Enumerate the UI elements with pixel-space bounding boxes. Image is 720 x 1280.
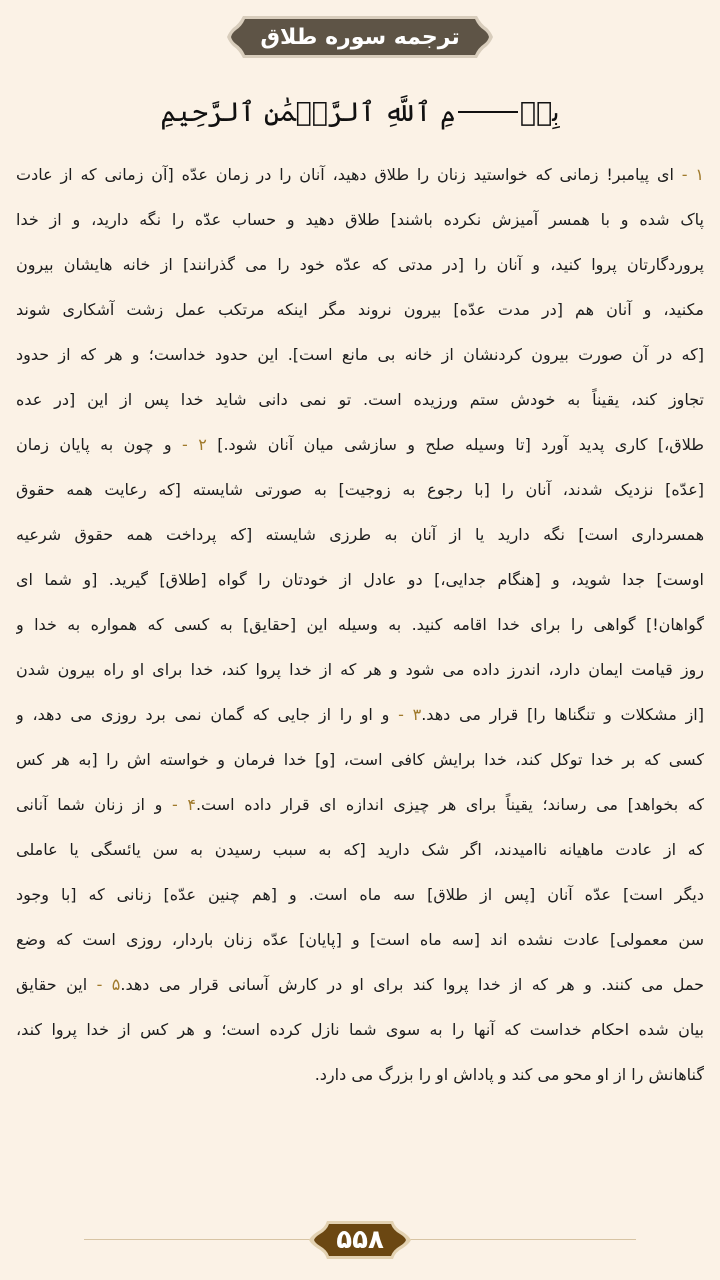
text-line bbox=[16, 152, 704, 197]
text-line bbox=[16, 242, 704, 287]
line-text: و او را از جایی که گمان نمی برد روزی می دهد، و bbox=[16, 705, 390, 724]
line-text: پروردگارتان پروا کنید، و آنان را [در مدتی که عدّه خود را می گذرانند] از خانه هایشان بیرون bbox=[16, 255, 704, 274]
footer-rule-left bbox=[84, 1239, 310, 1240]
text-line bbox=[16, 647, 704, 692]
page-footer bbox=[0, 1218, 720, 1262]
line-text: ای پیامبر! زمانی که خواستید زنان را طلاق دهید، آنان را در زمان عدّه [آن زمانی که از عادت bbox=[16, 165, 674, 184]
line-text: همسرداری است] نگه دارید یا از آنان به طرزی شایسته [که پرداخت همه حقوق شرعیه bbox=[16, 525, 704, 544]
bismillah-calligraphy bbox=[160, 84, 560, 140]
text-line bbox=[16, 287, 704, 332]
line-text: مکنید، و آنان هم [در مدت عدّه] بیرون نروند مگر اینکه مرتکب عمل زشت آشکاری شوند bbox=[16, 300, 704, 319]
line-text: روز قیامت ایمان دارد، اندرز داده می شود و هر که از خدا پروا کند، خدا برای او راه بیرون شدن bbox=[16, 660, 704, 679]
line-text: [عدّه] نزدیک شدند، آنان را [با رجوع به زوجیت] به صورتی شایسته [که رعایت همه حقوق bbox=[16, 480, 704, 499]
text-line bbox=[16, 557, 704, 602]
translation-text bbox=[16, 152, 704, 1097]
page-number-badge bbox=[307, 1218, 413, 1262]
line-text-segment: که بخواهد] می رساند؛ یقیناً برای هر چیزی اندازه ای قرار داده است. bbox=[195, 795, 704, 814]
line-text: و چون به پایان زمان bbox=[16, 435, 172, 454]
page-number: ۵۵۸ bbox=[336, 1225, 384, 1255]
header bbox=[0, 14, 720, 64]
text-line bbox=[16, 827, 704, 872]
text-line bbox=[16, 962, 704, 1007]
text-line bbox=[16, 737, 704, 782]
text-line bbox=[16, 377, 704, 422]
text-line bbox=[16, 602, 704, 647]
text-line bbox=[16, 332, 704, 377]
line-text-segment: حمل می کنند. و هر که از خدا پروا کند برای او در کارش آسانی قرار می دهد. bbox=[120, 975, 704, 994]
line-text: بیان شده احکام خداست که آنها را به سوی شما نازل کرده است؛ و هر کس از خدا پروا کند، bbox=[16, 1020, 704, 1039]
kashida-stroke bbox=[458, 111, 518, 113]
verse-number: ۳ - bbox=[389, 705, 422, 724]
line-text: پاک شده و با همسر آمیزش نکرده باشند] طلاق دهید و حساب عدّه را نگه دارید، و از خدا bbox=[16, 210, 704, 229]
text-line bbox=[16, 1007, 704, 1052]
line-text: تجاوز کند، یقیناً به خودش ستم ورزیده است. تو نمی دانی شاید خدا پس از این [در عده bbox=[16, 390, 704, 409]
line-text: [که در آن صورت بیرون کردنشان از خانه بی مانع است]. این حدود خداست؛ و هر که از حدود bbox=[16, 345, 704, 364]
line-text: این حقایق bbox=[16, 975, 88, 994]
text-line bbox=[16, 422, 704, 467]
bismillah-part-1: بِسۡ bbox=[519, 96, 560, 128]
line-text: گناهانش را از او محو می کند و پاداش او را بزرگ می دارد. bbox=[314, 1065, 704, 1084]
line-text: سن معمولی] عادت نشده اند [سه ماه است] و [پایان] عدّه زنان باردار، روزی است که وضع bbox=[16, 930, 704, 949]
verse-number: ۲ - bbox=[171, 435, 207, 454]
text-line bbox=[16, 512, 704, 557]
footer-rule-right bbox=[410, 1239, 636, 1240]
line-text: کسی که بر خدا توکل کند، خدا برایش کافی است، [و] خدا فرمان و خواسته اش را [به هر کس bbox=[16, 750, 704, 769]
surah-title-badge bbox=[225, 14, 495, 60]
text-line bbox=[16, 782, 704, 827]
page-title: ترجمه سوره طلاق bbox=[260, 24, 460, 50]
text-line bbox=[16, 197, 704, 242]
verse-number: ۱ - bbox=[673, 165, 704, 184]
line-text: و از زنان شما آنانی bbox=[16, 795, 163, 814]
text-line bbox=[16, 467, 704, 512]
line-text-segment: [از مشکلات و تنگناها را] قرار می دهد. bbox=[421, 705, 704, 724]
text-line bbox=[16, 917, 704, 962]
text-line bbox=[16, 872, 704, 917]
verse-number: ۵ - bbox=[87, 975, 121, 994]
line-text-segment: طلاق،] کاری پدید آورد [تا وسیله صلح و سازشی میان آنان شود.] bbox=[206, 435, 704, 454]
line-text: اوست] جدا شوید، و [هنگام جدایی،] دو عادل از خودتان را گواه [طلاق] گیرید. [و شما ای bbox=[16, 570, 704, 589]
text-line bbox=[16, 1052, 704, 1097]
text-line bbox=[16, 692, 704, 737]
line-text: دیگر است] عدّه آنان [پس از طلاق] سه ماه است. و [هم چنین عدّه] زنانی که [با وجود bbox=[16, 885, 704, 904]
line-text: که از عادت ماهیانه ناامیدند، اگر شک دارید [که به سبب رسیدن به سن یائسگی یا عاملی bbox=[16, 840, 704, 859]
line-text: گواهان!] گواهی را برای خدا اقامه کنید. به وسیله این [حقایق] به کسی که همواره به خدا و bbox=[16, 615, 704, 634]
verse-number: ۴ - bbox=[162, 795, 196, 814]
bismillah-part-2: مِ ٱللَّهِ ٱلرَّحۡمَٰنِ ٱلرَّحِيمِ bbox=[160, 96, 456, 128]
